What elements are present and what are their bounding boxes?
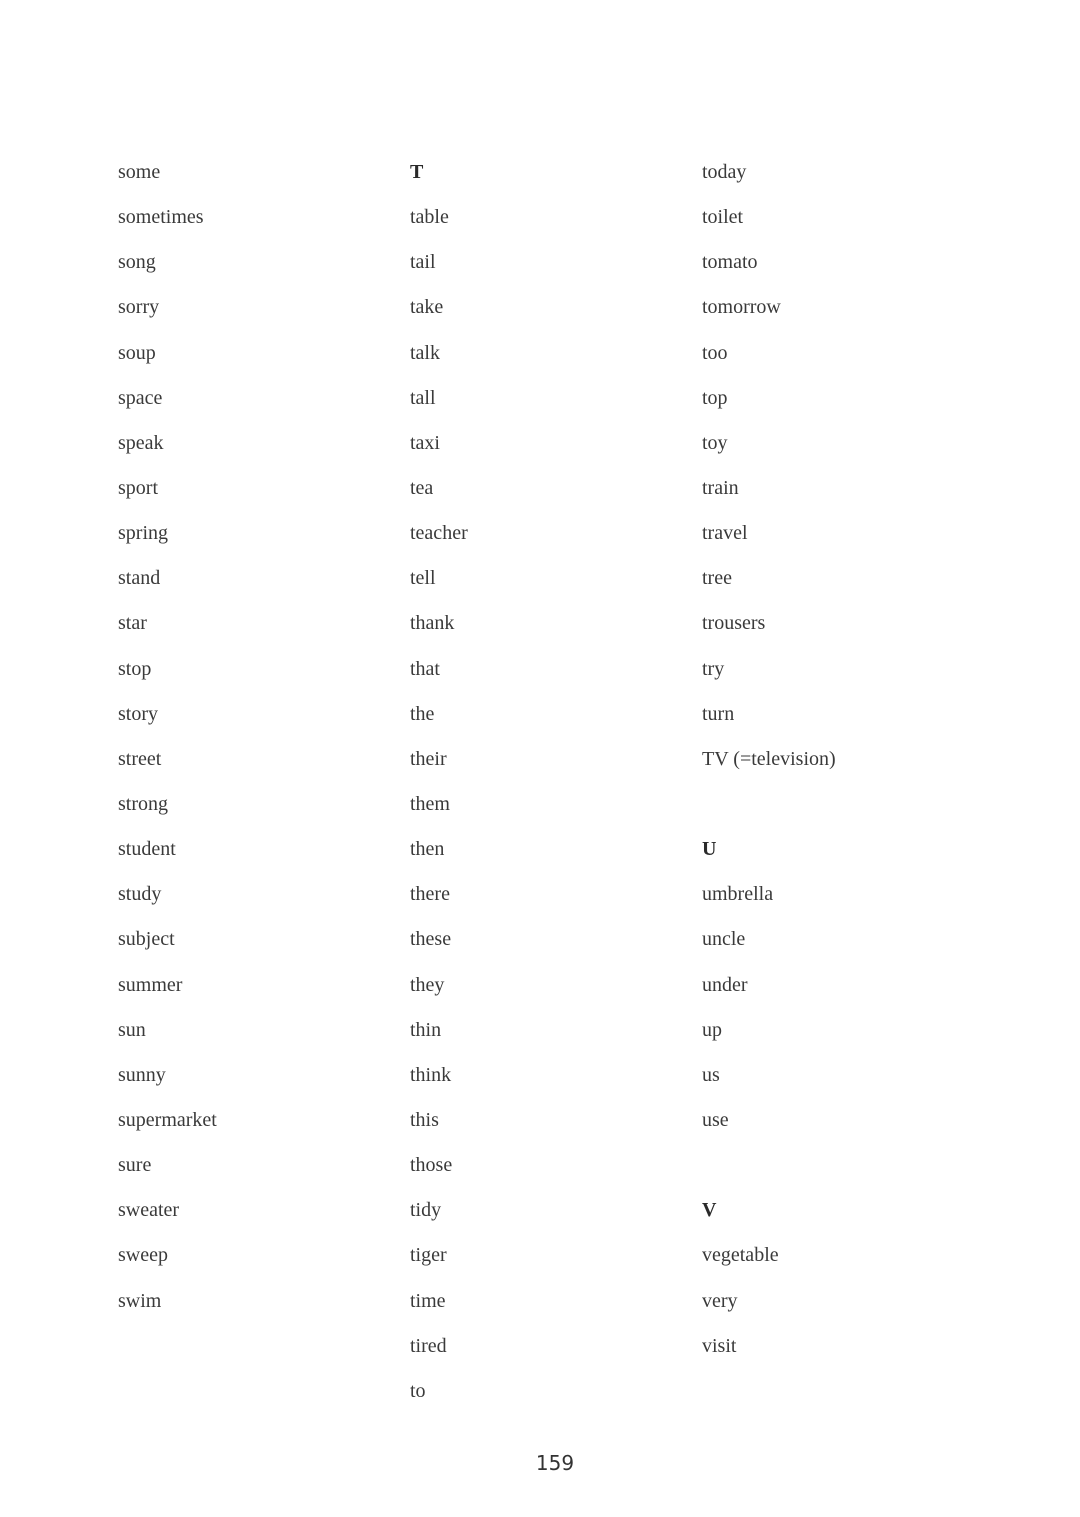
page-number: 159 (535, 1451, 575, 1475)
vocabulary-word: summer (118, 973, 183, 996)
vocabulary-word: today (702, 161, 747, 183)
word-column-1 (118, 158, 398, 1332)
letter-heading: V (702, 1199, 717, 1222)
vocabulary-word: swim (118, 1289, 162, 1312)
vocabulary-word: talk (410, 341, 440, 364)
vocabulary-word: subject (118, 928, 175, 951)
vocabulary-word: stand (118, 567, 161, 590)
vocabulary-word: trousers (702, 612, 766, 635)
vocabulary-word: tree (702, 567, 732, 590)
vocabulary-word: song (118, 251, 156, 274)
vocabulary-word: toy (702, 431, 728, 454)
vocabulary-word: umbrella (702, 883, 774, 906)
vocabulary-word: speak (118, 431, 164, 454)
vocabulary-word: stop (118, 657, 152, 680)
word-column-3 (702, 158, 982, 1377)
vocabulary-word: some (118, 161, 161, 183)
vocabulary-word: them (410, 792, 450, 815)
vocabulary-word: tidy (410, 1199, 442, 1222)
vocabulary-word: this (410, 1108, 439, 1131)
vocabulary-word: toilet (702, 206, 744, 229)
vocabulary-word: sweater (118, 1199, 180, 1222)
vocabulary-word: sure (118, 1154, 152, 1177)
vocabulary-word: time (410, 1289, 446, 1312)
vocabulary-word: spring (118, 522, 168, 545)
vocabulary-word: train (702, 476, 739, 499)
vocabulary-word: student (118, 838, 176, 861)
vocabulary-word: that (410, 657, 440, 680)
vocabulary-word: soup (118, 341, 156, 364)
vocabulary-word: story (118, 702, 158, 725)
letter-heading: U (702, 838, 717, 861)
vocabulary-word: thank (410, 612, 455, 635)
vocabulary-word: visit (702, 1334, 737, 1357)
vocabulary-word: thin (410, 1018, 442, 1041)
vocabulary-word: turn (702, 702, 735, 725)
vocabulary-word: tell (410, 567, 436, 590)
vocabulary-word: think (410, 1063, 452, 1086)
vocabulary-word: table (410, 206, 449, 229)
vocabulary-word: TV (=television) (702, 747, 836, 770)
vocabulary-word: sunny (118, 1063, 166, 1086)
vocabulary-word: star (118, 612, 147, 635)
vocabulary-word: top (702, 386, 728, 409)
vocabulary-word: tomato (702, 251, 758, 274)
vocabulary-word: take (410, 296, 444, 319)
section-spacer (702, 1151, 982, 1196)
vocabulary-word: sport (118, 476, 158, 499)
vocabulary-word: sorry (118, 296, 160, 319)
vocabulary-word: under (702, 973, 748, 996)
letter-heading: T (410, 161, 424, 183)
vocabulary-word: strong (118, 792, 168, 815)
vocabulary-word: sun (118, 1018, 146, 1041)
vocabulary-word: to (410, 1379, 426, 1402)
vocabulary-word: tea (410, 476, 434, 499)
vocabulary-word: sometimes (118, 206, 204, 229)
vocabulary-word: tired (410, 1334, 447, 1357)
vocabulary-word: street (118, 747, 162, 770)
vocabulary-word: the (410, 702, 435, 725)
vocabulary-word: then (410, 838, 445, 861)
vocabulary-word: try (702, 657, 725, 680)
vocabulary-word: vegetable (702, 1244, 779, 1267)
word-column-2 (410, 158, 690, 1422)
vocabulary-word: travel (702, 522, 748, 545)
vocabulary-word: sweep (118, 1244, 168, 1267)
vocabulary-word: too (702, 341, 728, 364)
vocabulary-word: tomorrow (702, 296, 781, 319)
vocabulary-word: there (410, 883, 450, 906)
vocabulary-word: tiger (410, 1244, 447, 1267)
vocabulary-word: study (118, 883, 162, 906)
section-spacer (702, 790, 982, 835)
vocabulary-word: uncle (702, 928, 746, 951)
vocabulary-word: these (410, 928, 452, 951)
vocabulary-word: tail (410, 251, 436, 274)
vocabulary-word: supermarket (118, 1108, 217, 1131)
vocabulary-word: very (702, 1289, 738, 1312)
vocabulary-word: they (410, 973, 445, 996)
vocabulary-word: space (118, 386, 163, 409)
vocabulary-word: those (410, 1154, 453, 1177)
vocabulary-word: use (702, 1108, 729, 1131)
vocabulary-word: us (702, 1063, 720, 1086)
vocabulary-word: tall (410, 386, 436, 409)
vocabulary-word: their (410, 747, 447, 770)
vocabulary-word: teacher (410, 522, 468, 545)
vocabulary-word: taxi (410, 431, 440, 454)
vocabulary-word: up (702, 1018, 722, 1041)
